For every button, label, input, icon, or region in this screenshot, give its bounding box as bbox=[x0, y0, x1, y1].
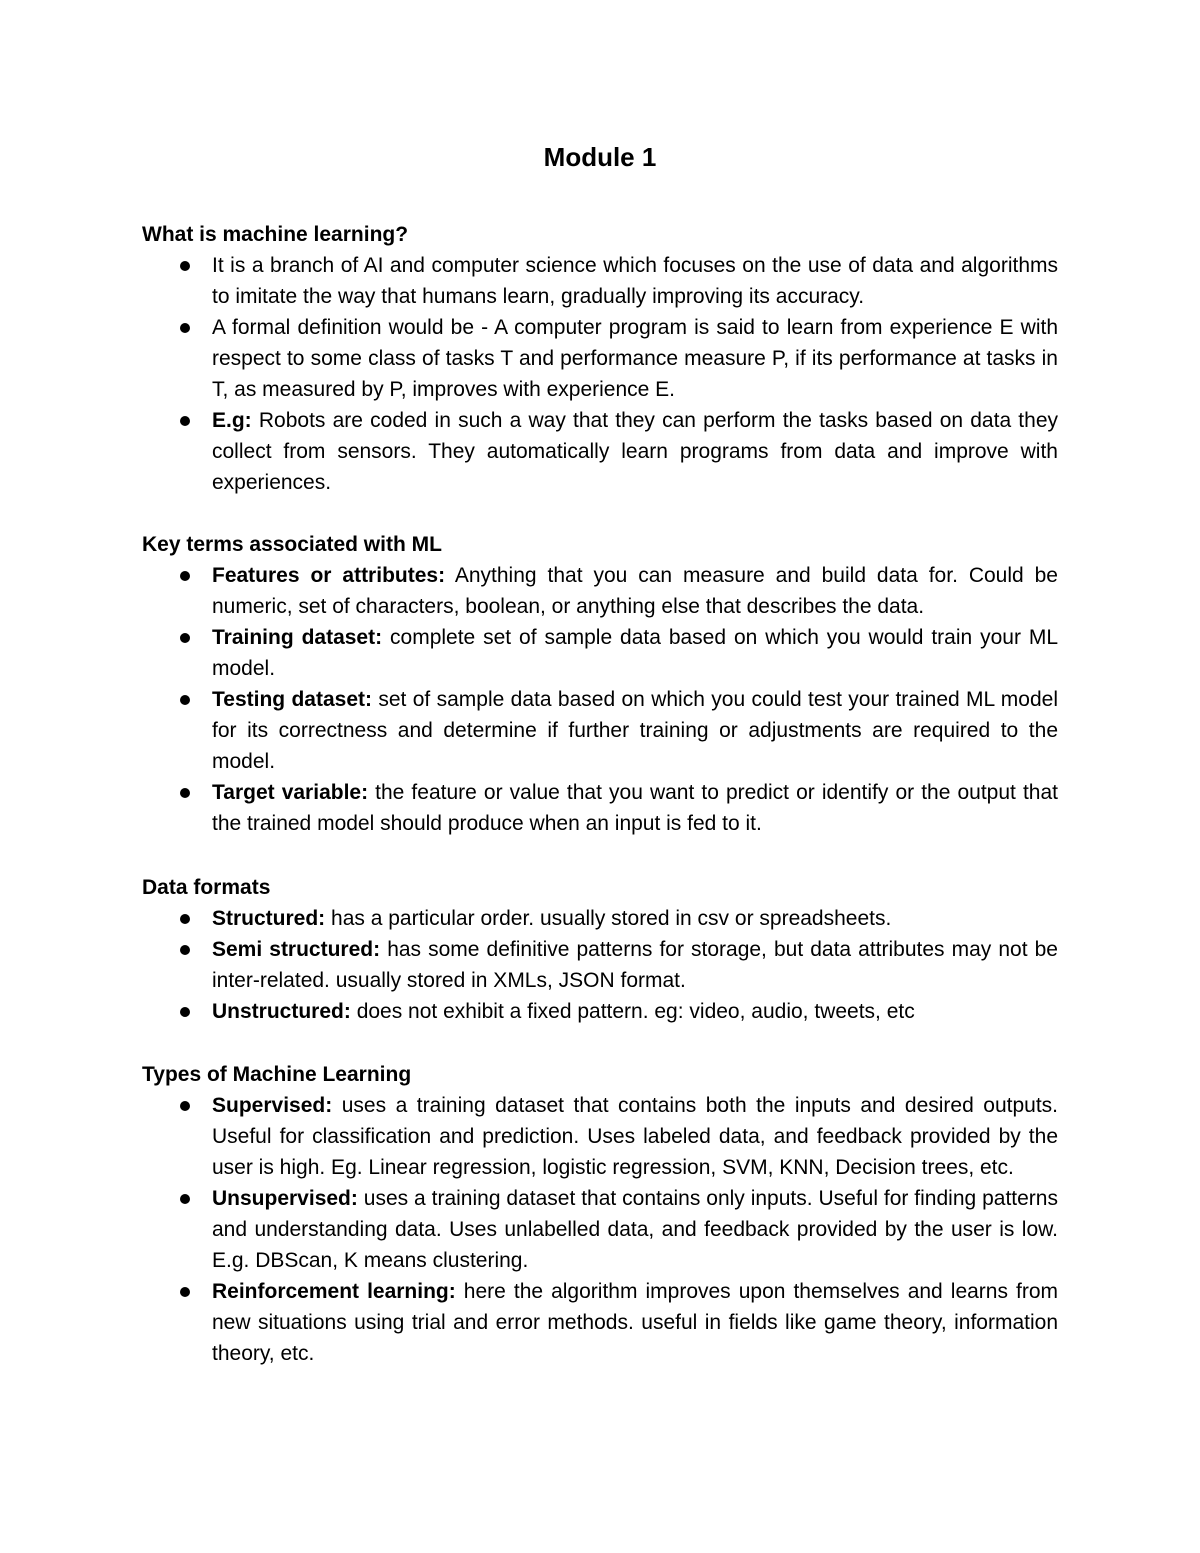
bullet-icon bbox=[180, 788, 190, 798]
bullet-list bbox=[142, 1090, 1058, 1369]
item-text: Anything that you can measure and build data for. Could be numeric, set of characters, boolean, or anything else that describes the data. bbox=[212, 564, 1058, 618]
item-term: Reinforcement learning: bbox=[212, 1280, 456, 1303]
list-item bbox=[142, 934, 1058, 996]
item-term: Features or attributes: bbox=[212, 564, 446, 587]
list-item bbox=[142, 1276, 1058, 1369]
list-item bbox=[142, 1183, 1058, 1276]
list-item bbox=[142, 250, 1058, 312]
item-text: has some definitive patterns for storage, but data attributes may not be inter-related. usually stored in XMLs, JSON format. bbox=[212, 938, 1058, 992]
list-item bbox=[142, 777, 1058, 839]
item-term: Training dataset: bbox=[212, 626, 383, 649]
bullet-icon bbox=[180, 914, 190, 924]
item-text: here the algorithm improves upon themselves and learns from new situations using trial and error methods. useful in fields like game theory, information theory, etc. bbox=[212, 1280, 1059, 1365]
bullet-icon bbox=[180, 571, 190, 581]
item-text: uses a training dataset that contains both the inputs and desired outputs. Useful for classification and prediction. Uses labeled data, and feedback provided by the user is high. Eg. Linear regression, logistic regression, SVM, KNN, Decision trees, etc. bbox=[212, 1094, 1058, 1179]
bullet-icon bbox=[180, 1007, 190, 1017]
item-text: has a particular order. usually stored in csv or spreadsheets. bbox=[331, 907, 892, 930]
list-item bbox=[142, 903, 1058, 934]
list-item bbox=[142, 996, 1058, 1027]
item-term: Target variable: bbox=[212, 781, 369, 804]
section-heading: Types of Machine Learning bbox=[142, 1063, 412, 1086]
section-what-is-ml bbox=[142, 219, 1058, 498]
section-data-formats bbox=[142, 872, 1058, 1027]
bullet-icon bbox=[180, 1101, 190, 1111]
list-item bbox=[142, 1090, 1058, 1183]
bullet-icon bbox=[180, 945, 190, 955]
item-term: Supervised: bbox=[212, 1094, 333, 1117]
item-term: E.g: bbox=[212, 409, 252, 432]
page-title: Module 1 bbox=[543, 142, 657, 172]
list-item bbox=[142, 622, 1058, 684]
item-term: Structured: bbox=[212, 907, 326, 930]
bullet-icon bbox=[180, 633, 190, 643]
section-heading: What is machine learning? bbox=[142, 223, 409, 246]
bullet-list bbox=[142, 560, 1058, 839]
item-text: A formal definition would be - A computer program is said to learn from experience E with respect to some class of tasks T and performance measure P, if its performance at tasks in T, as measured by P, improves with experience E. bbox=[212, 316, 1058, 401]
bullet-icon bbox=[180, 261, 190, 271]
list-item bbox=[142, 684, 1058, 777]
item-text: Robots are coded in such a way that they can perform the tasks based on data they collect from sensors. They automatically learn programs from data and improve with experiences. bbox=[212, 409, 1058, 494]
bullet-list bbox=[142, 250, 1058, 498]
section-heading: Data formats bbox=[142, 876, 271, 899]
item-text: set of sample data based on which you could test your trained ML model for its correctness and determine if further training or adjustments are required to the model. bbox=[212, 688, 1058, 773]
item-term: Testing dataset: bbox=[212, 688, 372, 711]
section-heading: Key terms associated with ML bbox=[142, 533, 442, 556]
bullet-icon bbox=[180, 1287, 190, 1297]
item-term: Unsupervised: bbox=[212, 1187, 358, 1210]
bullet-list bbox=[142, 903, 1058, 1027]
item-text: It is a branch of AI and computer science which focuses on the use of data and algorithms to imitate the way that humans learn, gradually improving its accuracy. bbox=[212, 254, 1058, 308]
section-key-terms bbox=[142, 529, 1058, 839]
item-text: complete set of sample data based on which you would train your ML model. bbox=[212, 626, 1059, 680]
list-item bbox=[142, 560, 1058, 622]
section-types-of-ml bbox=[142, 1059, 1058, 1369]
bullet-icon bbox=[180, 695, 190, 705]
item-text: uses a training dataset that contains only inputs. Useful for finding patterns and understanding data. Uses unlabelled data, and feedback provided by the user is low. E.g. DBScan, K means clustering. bbox=[212, 1187, 1058, 1272]
item-text: the feature or value that you want to predict or identify or the output that the trained model should produce when an input is fed to it. bbox=[212, 781, 1058, 835]
bullet-icon bbox=[180, 416, 190, 426]
bullet-icon bbox=[180, 1194, 190, 1204]
list-item bbox=[142, 312, 1058, 405]
bullet-icon bbox=[180, 323, 190, 333]
item-term: Unstructured: bbox=[212, 1000, 351, 1023]
item-text: does not exhibit a fixed pattern. eg: video, audio, tweets, etc bbox=[356, 1000, 915, 1023]
list-item bbox=[142, 405, 1058, 498]
item-term: Semi structured: bbox=[212, 938, 381, 961]
